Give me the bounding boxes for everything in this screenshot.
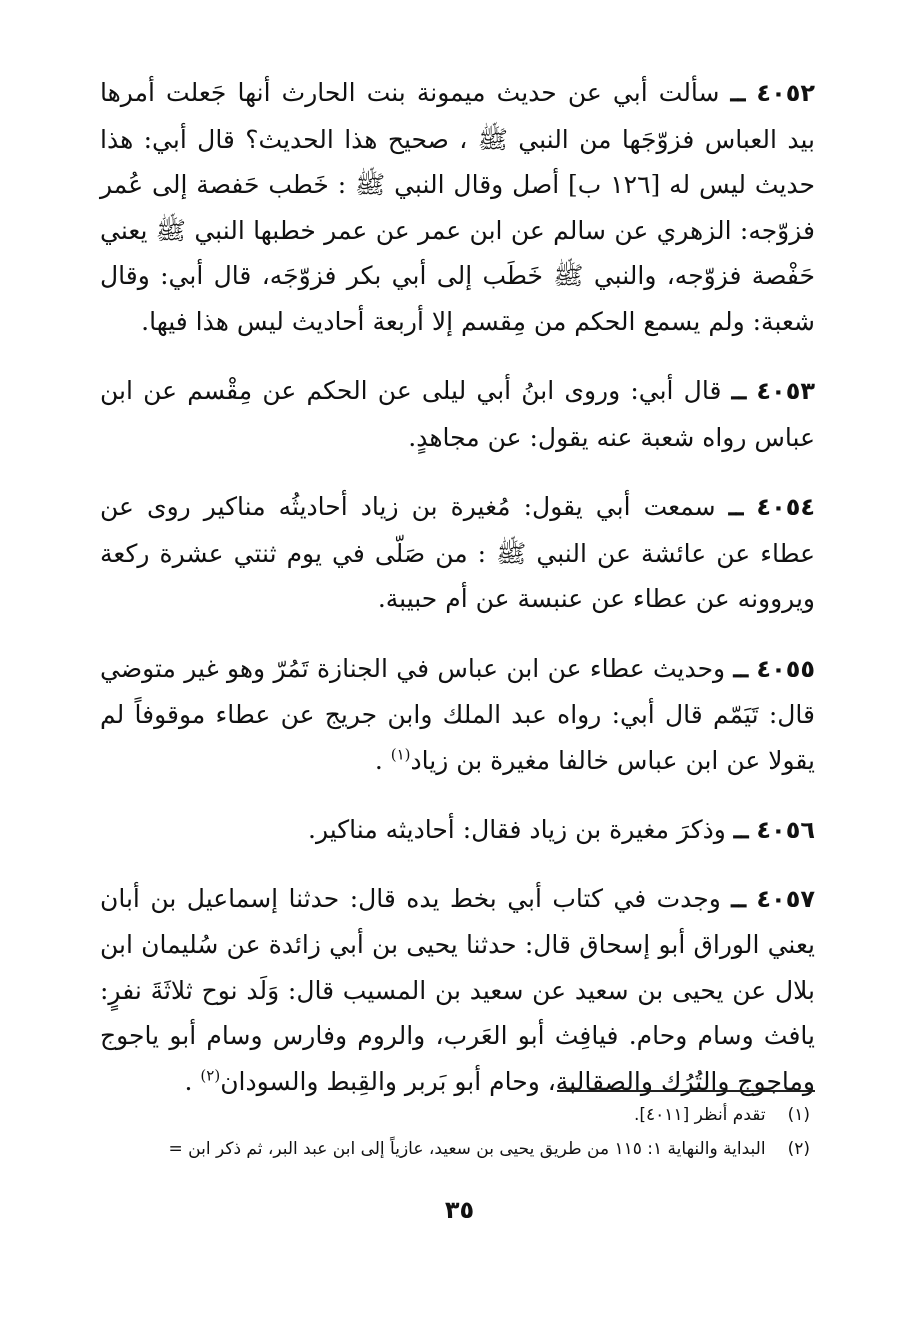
- entry-tail: .: [374, 745, 391, 775]
- entry-dash: ــ: [733, 815, 749, 844]
- entry-4055: [100, 646, 815, 784]
- page-number: ٣٥: [444, 1196, 475, 1224]
- entry-number: ٤٠٥٣: [756, 377, 815, 405]
- footnote-text: البداية والنهاية ١: ١١٥ من طريق يحيى بن سعيد، عازياً إلى ابن عبد البر، ثم ذكر ابن =: [168, 1139, 766, 1159]
- entry-text: وحديث عطاء عن ابن عباس في الجنازة تَمُرّ وهو غير متوضي قال: تَيَمّم قال أبي: رواه عبد الملك وابن جريج عن عطاء موقوفاً لم يقولا عن ابن عباس خالفا مغيرة بن زياد: [100, 653, 815, 775]
- entry-4052: [100, 70, 815, 344]
- entry-dash: ــ: [733, 653, 749, 683]
- main-text: [100, 70, 815, 1128]
- entry-text: وذكرَ مغيرة بن زياد فقال: أحاديثه مناكير.: [308, 815, 726, 844]
- entry-dash: ــ: [728, 492, 744, 521]
- footnote-ref-2: (٢): [200, 1066, 221, 1085]
- footnote-divider: [557, 1090, 815, 1092]
- footnote-number: (٢): [787, 1139, 810, 1159]
- entry-number: ٤٠٥٢: [756, 79, 816, 107]
- footnote-number: (١): [787, 1105, 810, 1125]
- entry-text: سمعت أبي يقول: مُغيرة بن زياد أحاديثُه مناكير روى عن عطاء عن عائشة عن النبي ﷺ : من صَلّى في يوم ثنتي عشرة ركعة ويروونه عن عطاء عن عنبسة عن أم حبيبة.: [100, 492, 815, 613]
- entry-tail: .: [184, 1066, 201, 1096]
- footnote-text: تقدم أنظر [٤٠١١].: [634, 1105, 766, 1125]
- footnote-ref-1: (١): [390, 745, 411, 764]
- entry-number: ٤٠٥٦: [756, 816, 815, 844]
- entry-4054: [100, 484, 815, 622]
- entry-dash: ــ: [731, 883, 746, 913]
- footnote-2: [90, 1132, 810, 1166]
- footnote-1: [90, 1098, 810, 1132]
- entry-dash: ــ: [731, 376, 747, 405]
- entry-text: قال أبي: وروى ابنُ أبي ليلى عن الحكم عن مِقْسم عن ابن عباس رواه شعبة عنه يقول: عن مجاهدٍ.: [100, 376, 815, 452]
- entry-text: سألت أبي عن حديث ميمونة بنت الحارث أنها جَعلت أمرها بيد العباس فزوّجَها من النبي ﷺ ، صحيح هذا الحديث؟ قال أبي: هذا حديث ليس له [١٢٦ ب] أصل وقال النبي ﷺ : خَطب حَفصة إلى عُمر فزوّجه: الزهري عن سالم عن ابن عمر عن عمر خطبها النبي ﷺ يعني حَفْصة فزوّجه، والنبي ﷺ خَطَب إلى أبي بكر فزوّجَه، قال أبي: وقال شعبة: ولم يسمع الحكم من مِقسم إلا أربعة أحاديث ليس هذا فيها.: [100, 78, 815, 336]
- entry-text: وجدت في كتاب أبي بخط يده قال: حدثنا إسماعيل بن أبان يعني الوراق أبو إسحاق قال: حدثنا يحيى بن أبي زائدة عن سُليمان ابن بلال عن يحيى بن سعيد عن سعيد بن المسيب قال: وَلَد نوح ثلاثَةَ نفرٍ: يافث وسام وحام. فيافِث أبو العَرب، والروم وفارس وسام أبو ياجوج وماجوج والتُرُك والصقالبة، وحام أبو بَربر والقِبط والسودان: [100, 883, 815, 1096]
- entry-dash: ــ: [730, 78, 746, 107]
- entry-4057: [100, 876, 815, 1105]
- footnotes: [90, 1098, 810, 1166]
- entry-number: ٤٠٥٥: [756, 654, 816, 683]
- entry-4056: [100, 807, 815, 854]
- entry-4053: [100, 368, 815, 460]
- entry-number: ٤٠٥٤: [756, 493, 816, 521]
- entry-number: ٤٠٥٧: [756, 884, 815, 913]
